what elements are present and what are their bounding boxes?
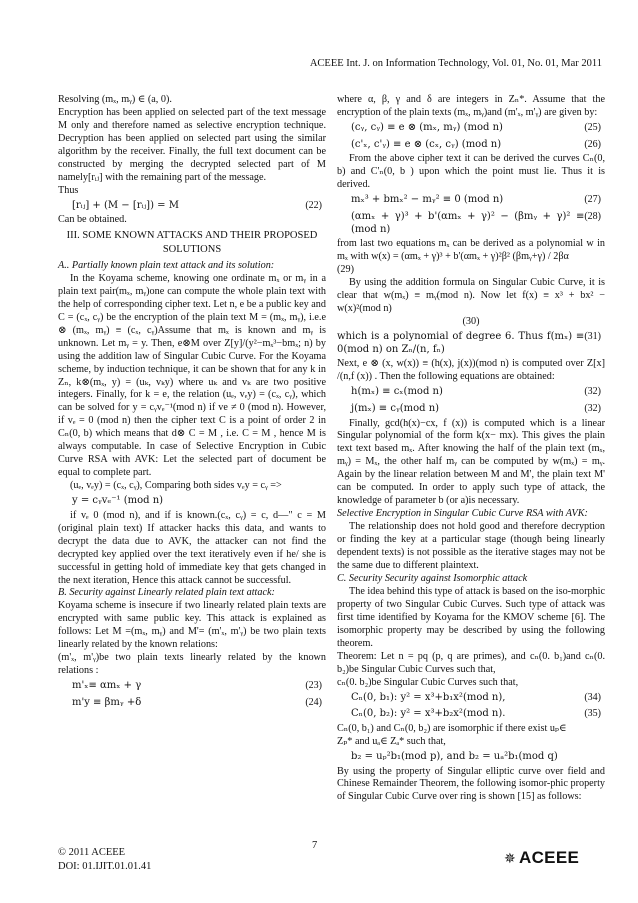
paragraph: Finally, gcd(h(x)−cx, f (x)) is computed which is a linear Singular polynomial of the form k(x− mx). This gives the plain text text based mₓ. After knowing the half of the plain text (mₓ, mᵧ) = Mₓ, the other half mᵧ can be computed by w(mₓ) = mᵧ. Again by the linear relation between M and M', the plain text M' can be computed. In order to apply such type of attack, the knowledge of parameter b (or a)is necessary. — [337, 417, 605, 507]
equation-text: (c'ₓ, c'ᵧ) ≡ e ⊗ (cₓ, cᵧ) (mod n) — [351, 138, 502, 150]
right-column — [337, 94, 605, 804]
equation-35 — [337, 706, 605, 723]
page-number: 7 — [312, 840, 318, 851]
equation-text: which is a polynomial of degree 6. Thus f(mₓ) ≡ 0(mod n) on Zₙ/(n, fₙ) — [337, 330, 585, 355]
equation-number: (30) — [462, 315, 480, 327]
equation — [58, 493, 326, 510]
equation-text: (αmₓ + γ)³ + b'(αmₓ + γ)² − (βmᵧ + γ)² ≡ (mod n) — [351, 210, 585, 235]
star-icon: ✵ — [504, 850, 517, 866]
section-heading: III. SOME KNOWN ATTACKS AND THEIR PROPOSED SOLUTIONS — [66, 230, 318, 255]
paragraph: By using the addition formula on Singular Cubic Curve, it is clear that w(mₓ) ≡ mᵧ(mod n). Now let f(x) ≡ x³ + bx² − w(x)²(mod n) — [337, 277, 605, 314]
equation-text: Cₙ(0, b₂): y² = x³+b₂x²(mod n). — [351, 708, 506, 720]
equation-text: b₂ = uₚ²b₁(mod p), and b₂ = uₐ²b₁(mod q) — [351, 750, 558, 762]
paragraph: if vₑ 0 (mod n), and if is known.(cₓ, cᵧ) = c, d—" c = M (original plain text) If attacker hacks this data, and wants to decrypt the data due to AVK, the attacker can not find the decrypted key applied over the text iteratively even if he/ she is successful in getting hold of immediate key that gets changed in the next iteration, Hence this attack cannot be successful. — [58, 509, 326, 586]
paragraph: Next, e ⊗ (x, w(x)) ≡ (h(x), j(x))(mod n) is computed over Z[x] /(n,f (x)) . Then the following equations are obtained: — [337, 358, 605, 383]
paragraph: Resolving (mₓ, mᵧ) ∈ (a, 0). — [58, 94, 172, 105]
aceee-logo — [504, 848, 579, 868]
equation-number: (25) — [584, 121, 601, 133]
equation-text: Cₙ(0, b₁): y² = x³+b₁x²(mod n), — [351, 691, 506, 703]
paragraph: Koyama scheme is insecure if two linearly related plain texts are encrypted with same public key. This attack is explained as follows: Let M =(mₓ, mᵧ) and M'= (m'ₓ, m'ᵧ) be two plain texts linearly related by the known relations: — [58, 600, 326, 651]
equation-33 — [337, 401, 605, 418]
equation-text: mₓ³ + bmₓ² − mᵧ² ≡ 0 (mod n) — [351, 194, 504, 206]
equation-27 — [337, 192, 605, 209]
subsection-heading: Selective Encryption in Singular Cubic Curve RSA with AVK: — [337, 508, 588, 520]
paragraph: cₙ(0. b₂)be Singular Cubic Curves such that, — [337, 676, 519, 688]
equation-number: (34) — [584, 691, 601, 703]
equation-number: (22) — [305, 199, 322, 211]
equation-24 — [58, 695, 326, 712]
equation-text: [rᵢⱼ] + (M − [rᵢⱼ]) = M — [72, 199, 179, 211]
equation-number: (23) — [305, 680, 322, 692]
equation-text: m'ₓ≡ αmₓ + γ — [72, 680, 142, 692]
paragraph: Encryption has been applied on selected part of the text message M only and therefore named as selective encryption technique. Decryption has been applied on selected part using the similar algorithm by the receiver. Finally, the full text document can be constructed by merging the decrypted selected part of M namely[rᵢⱼ] with the remaining part of the message. — [58, 106, 326, 183]
paragraph: Zₚ* and uₐ∈ Zₐ* such that, — [337, 735, 446, 747]
equation-number: (27) — [584, 194, 601, 206]
equation-26 — [337, 137, 605, 154]
journal-header: ACEEE Int. J. on Information Technology, Vol. 01, No. 01, Mar 2011 — [309, 58, 602, 69]
equation-25 — [337, 120, 605, 137]
paragraph: By using the property of Singular elliptic curve over field and Chinese Remainder Theorem, the following isomor-phic property of Singular Cubic Curve over ring is shown [15] as follows: — [337, 765, 605, 803]
equation-31 — [337, 329, 605, 358]
equation-text: h(mₓ) ≡ cₓ(mod n) — [351, 386, 443, 398]
copyright: © 2011 ACEEE — [58, 847, 126, 858]
paragraph: (m'ₓ, m'ᵧ)be two plain texts linearly related by the known relations : — [58, 652, 326, 677]
subsection-heading: A.. Partially known plain text attack and its solution: — [58, 259, 275, 271]
paragraph: In the Koyama scheme, knowing one ordinate mₓ or mᵧ in a plain text pair(mₓ, mᵧ)one can compute the whole plain text with the help of corresponding cipher text. Let n, e be a public key and C = (cₓ, cᵧ) be the encryption of the plain text M = (mₓ, mᵧ), i.e.e ⊗ (mₓ, mᵧ) ≡ (cₓ, cᵧ)Assume that mₓ is known and mᵧ is unknown. Let mᵧ = y. Then, e⊗M over Z[y]/(y²−mₓ³−bmₓ; n) by using the addition law of Singular Cubic Curve. For the Koyama scheme, by induction technique, it can be shown that for any k in Zₙ, k⊗(mₓ, y) = (uₖ, vₖy) where uₖ and vₖ are two positive integers. Finally, for k = e, the relation (uₑ, vₑy) = (cₓ, cᵧ), which can be solved for y = cᵧvₑ⁻¹(mod n) if ve ≠ 0 (mod n). However, if vₑ = 0 (mod n) then the cipher text C is a point of order 2 in Cₙ(0, b) which means that d⊗ C = M , i.e. C = M , hence M is always computable. In case of Selective Encryption in Cubic Curve RSA with AVK: Let the selected part of document be equal to complete part. — [58, 272, 326, 479]
equation-32 — [337, 384, 605, 401]
equation-number: (31) — [584, 330, 601, 342]
subsection-heading: C. Security Security against Isomorphic attack — [337, 572, 528, 584]
equation-36 — [337, 749, 605, 766]
equation-text: j(mₓ) ≡ cᵧ(mod n) — [351, 402, 440, 414]
paragraph: Theorem: Let n = pq (p, q are primes), and cₙ(0. b₁)and cₙ(0. b₂)be Singular Cubic Curves such that, — [337, 650, 605, 675]
paragraph: from last two equations mₓ can be derived as a polynomial w in mₓ with w(x) = (αmₓ + γ)³ + b'(αmₓ + γ)²β² (βmᵧ+γ) / 2βα — [337, 238, 605, 263]
paragraph: Thus — [58, 184, 79, 196]
paragraph: (uₑ, vₑy) = (cₓ, cᵧ), Comparing both sides vₑy = cᵧ => — [70, 480, 282, 492]
equation-text: (cᵧ, cᵧ) ≡ e ⊗ (mₓ, mᵧ) (mod n) — [351, 121, 503, 133]
equation-number: (28) — [584, 210, 601, 222]
paragraph: The idea behind this type of attack is based on the iso-morphic property of two Singular Cubic Curves. Such type of attack was first time identified by Koyama for the KMOV scheme [6]. The isomorphic property may be described by using the following theorem. — [337, 585, 605, 649]
logo-text: ACEEE — [519, 848, 580, 867]
equation-number: (32) — [584, 386, 601, 398]
equation-28 — [337, 209, 605, 238]
equation-number: (26) — [584, 138, 601, 150]
footer-info — [58, 846, 151, 874]
equation-22 — [58, 198, 326, 215]
equation-34 — [337, 690, 605, 707]
left-column — [58, 94, 326, 712]
paragraph: The relationship does not hold good and therefore decryption or finding the key at a particular stage (though being linearly dependent texts) is not possible as the iterative stages may not be the same due to different plaintext. — [337, 521, 605, 572]
equation-number: (32) — [584, 402, 601, 414]
equation-number: (24) — [305, 696, 322, 708]
equation-23 — [58, 678, 326, 695]
subsection-heading: B. Security against Linearly related plain text attack: — [58, 587, 275, 599]
equation-text: m'y ≡ βmᵧ +δ — [72, 696, 142, 708]
equation-number: (29) — [337, 264, 354, 276]
equation-number: (35) — [584, 708, 601, 720]
paragraph: From the above cipher text it can be derived the curves Cₙ(0, b) and C'ₙ(0, b ) upon which the point must lie. Thus it is derived. — [337, 153, 605, 191]
equation-text: y = cᵧvₑ⁻¹ (mod n) — [72, 495, 164, 507]
doi: DOI: 01.IJIT.01.01.41 — [58, 861, 152, 873]
paragraph: where α, β, γ and δ are integers in Zₙ*. Assume that the encryption of the plain texts (mₓ, mᵧ)and (m'ₓ, m'ᵧ) are given by: — [337, 94, 605, 118]
paragraph: Cₙ(0, b₁) and Cₙ(0, b₂) are isomorphic if there exist uₚ∈ — [337, 722, 567, 734]
paragraph: Can be obtained. — [58, 214, 127, 226]
